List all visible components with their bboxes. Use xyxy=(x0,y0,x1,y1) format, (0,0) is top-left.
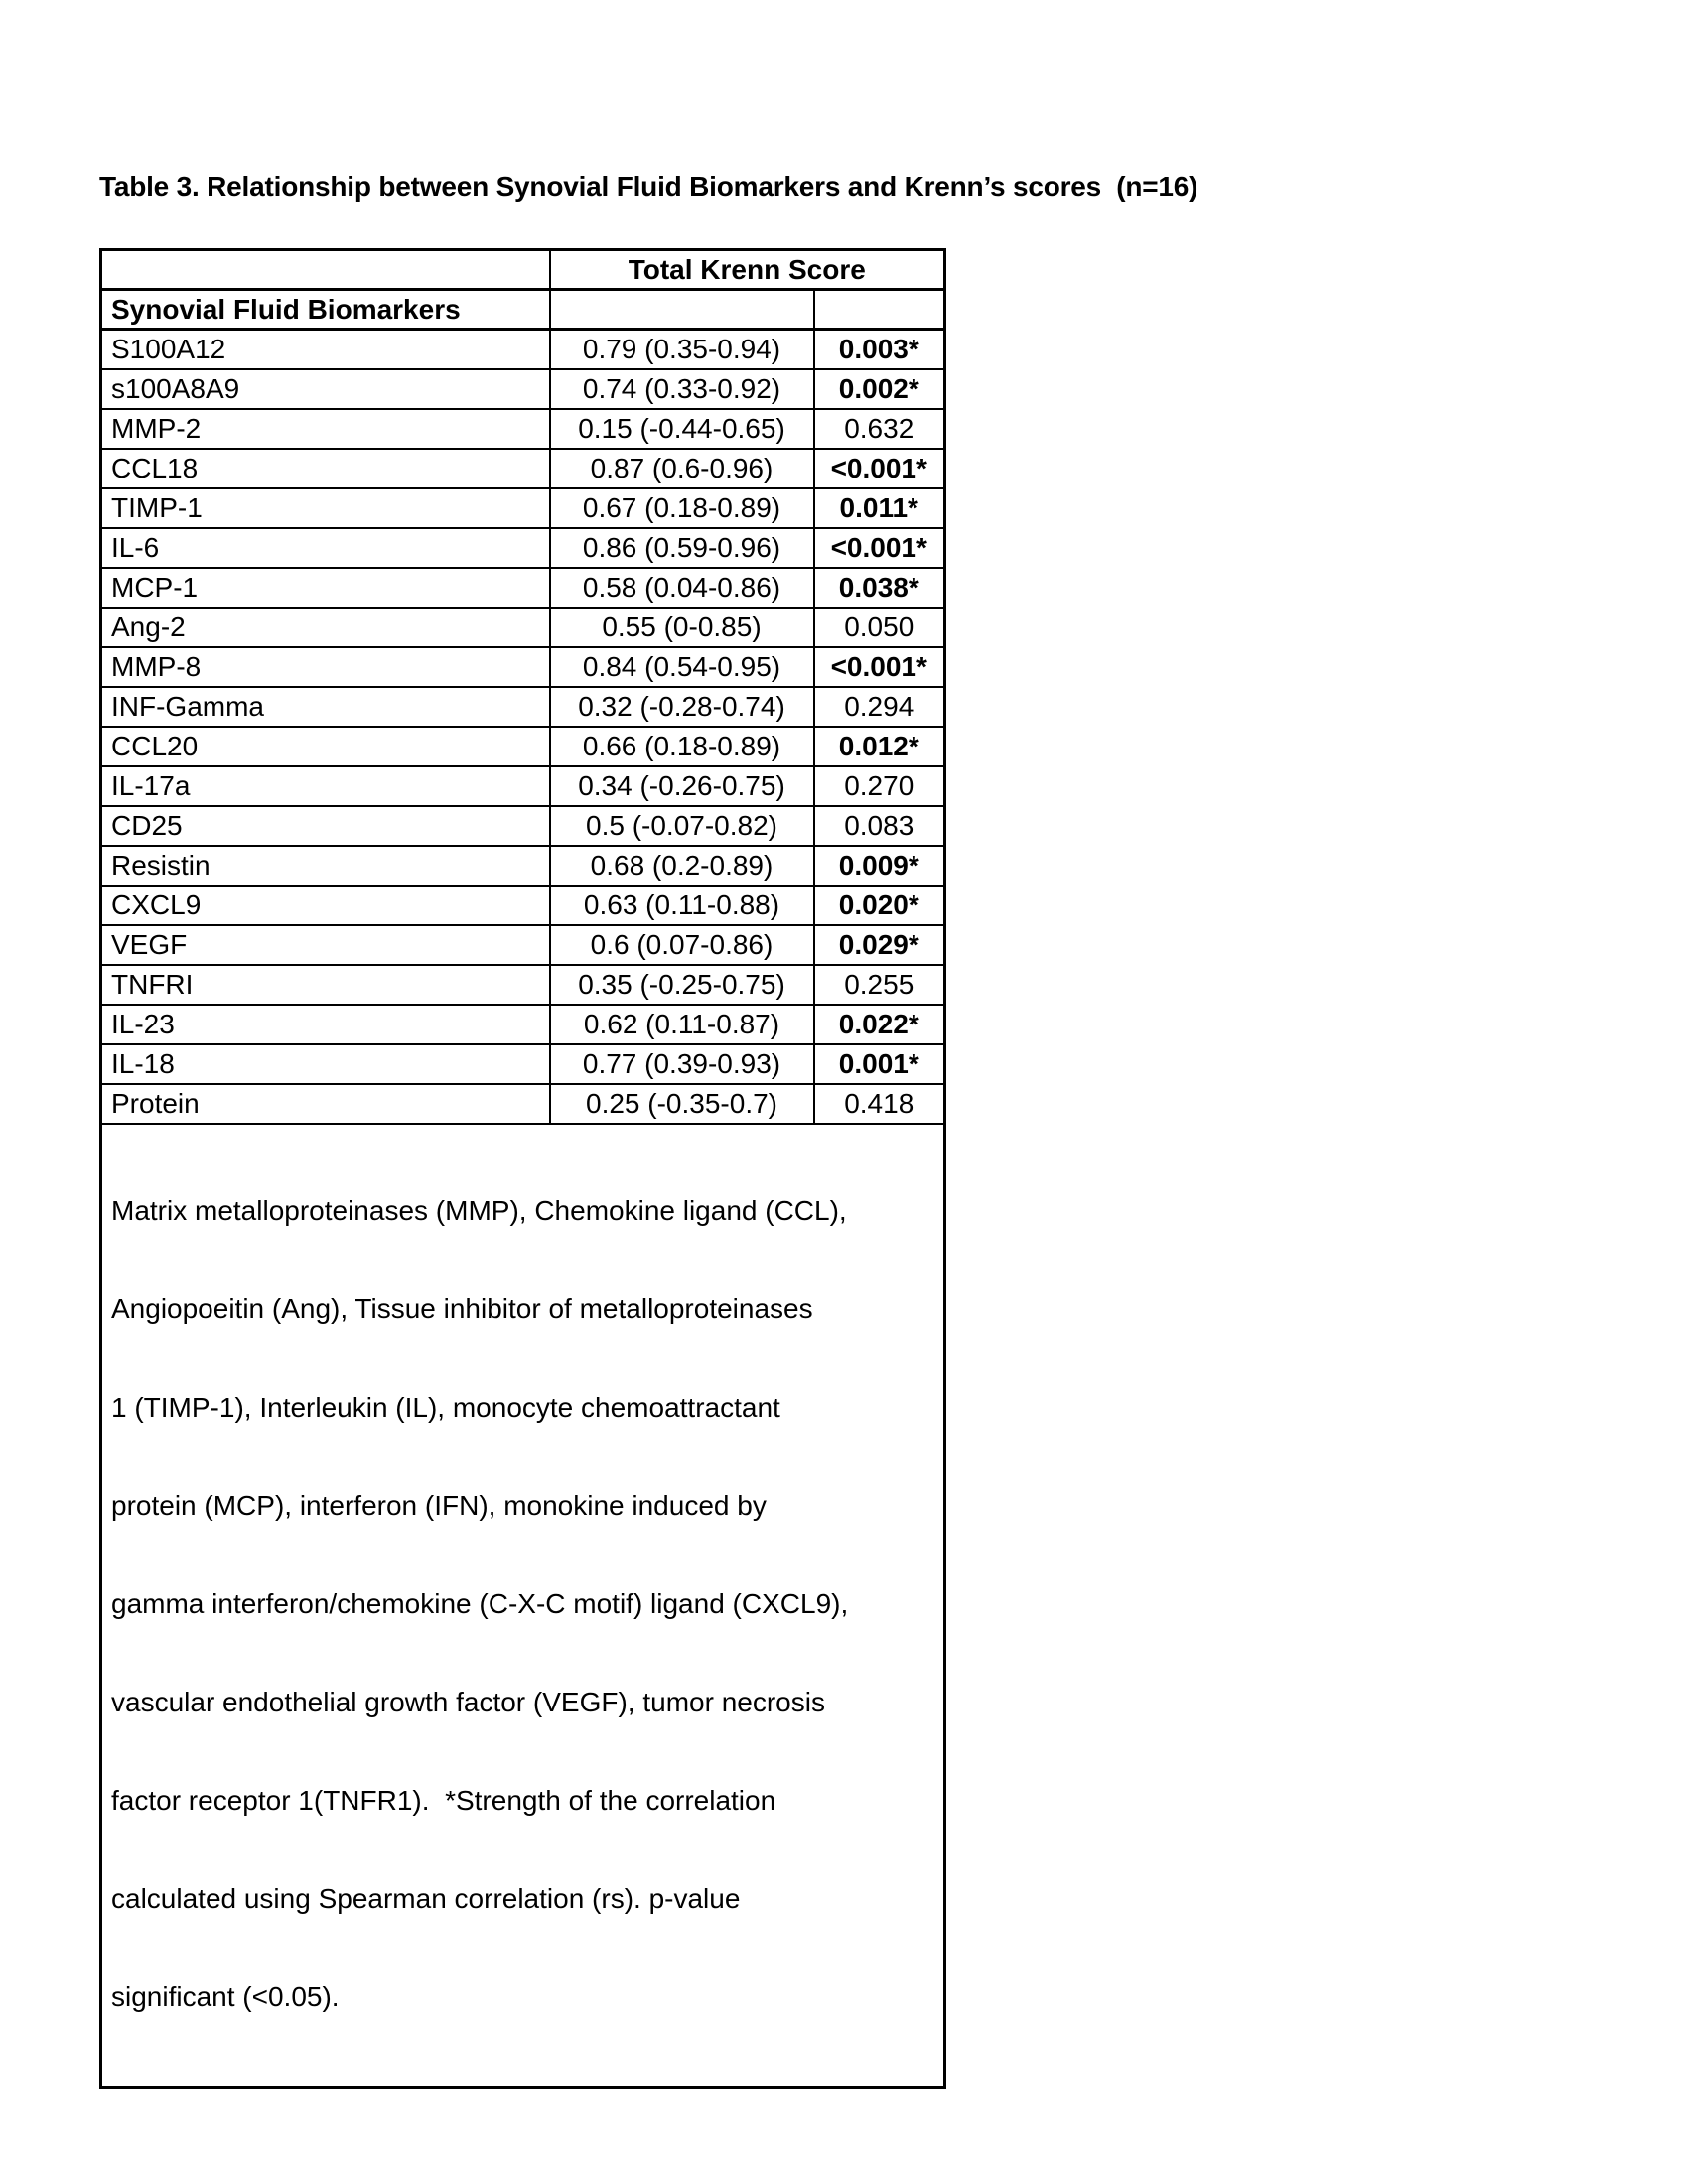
p-value-cell: 0.020* xyxy=(814,886,945,925)
biomarker-name-cell: IL-18 xyxy=(101,1044,550,1084)
table-row xyxy=(101,409,945,449)
footnote-line: 1 (TIMP-1), Interleukin (IL), monocyte chemoattractant xyxy=(111,1391,780,1423)
p-value-cell: 0.418 xyxy=(814,1084,945,1124)
p-value-cell: <0.001* xyxy=(814,449,945,488)
table-row xyxy=(101,766,945,806)
p-value-cell: 0.011* xyxy=(814,488,945,528)
p-value-cell: 0.009* xyxy=(814,846,945,886)
correlation-cell: 0.79 (0.35-0.94) xyxy=(550,330,814,369)
footnote-line: gamma interferon/chemokine (C-X-C motif) ligand (CXCL9), xyxy=(111,1587,849,1619)
biomarker-name-cell: MMP-2 xyxy=(101,409,550,449)
table-row xyxy=(101,488,945,528)
biomarker-name-cell: s100A8A9 xyxy=(101,369,550,409)
table-row xyxy=(101,886,945,925)
biomarker-name-cell: IL-6 xyxy=(101,528,550,568)
correlation-cell: 0.77 (0.39-0.93) xyxy=(550,1044,814,1084)
correlation-cell: 0.5 (-0.07-0.82) xyxy=(550,806,814,846)
footnote-line: Angiopoeitin (Ang), Tissue inhibitor of metalloproteinases xyxy=(111,1293,813,1324)
table-row xyxy=(101,528,945,568)
footnote-row xyxy=(101,1124,945,2088)
table-header-row xyxy=(101,250,945,290)
empty-cell xyxy=(550,290,814,330)
footnote-line: significant (<0.05). xyxy=(111,1980,340,2012)
correlation-cell: 0.84 (0.54-0.95) xyxy=(550,647,814,687)
correlation-cell: 0.87 (0.6-0.96) xyxy=(550,449,814,488)
table-subheader-row xyxy=(101,290,945,330)
correlation-cell: 0.63 (0.11-0.88) xyxy=(550,886,814,925)
biomarker-name-cell: CD25 xyxy=(101,806,550,846)
p-value-cell: 0.632 xyxy=(814,409,945,449)
biomarkers-table xyxy=(99,248,946,2089)
p-value-cell: 0.083 xyxy=(814,806,945,846)
correlation-cell: 0.68 (0.2-0.89) xyxy=(550,846,814,886)
footnote-line: protein (MCP), interferon (IFN), monokine induced by xyxy=(111,1489,767,1521)
correlation-cell: 0.58 (0.04-0.86) xyxy=(550,568,814,608)
biomarker-name-cell: Resistin xyxy=(101,846,550,886)
biomarker-name-cell: TNFRI xyxy=(101,965,550,1005)
correlation-cell: 0.74 (0.33-0.92) xyxy=(550,369,814,409)
biomarker-name-cell: CCL20 xyxy=(101,727,550,766)
table-row xyxy=(101,925,945,965)
correlation-cell: 0.62 (0.11-0.87) xyxy=(550,1005,814,1044)
p-value-cell: 0.050 xyxy=(814,608,945,647)
table-row xyxy=(101,449,945,488)
correlation-cell: 0.55 (0-0.85) xyxy=(550,608,814,647)
p-value-cell: 0.029* xyxy=(814,925,945,965)
table-row xyxy=(101,608,945,647)
footnote-line: vascular endothelial growth factor (VEGF), tumor necrosis xyxy=(111,1686,825,1717)
biomarker-name-cell: TIMP-1 xyxy=(101,488,550,528)
correlation-cell: 0.15 (-0.44-0.65) xyxy=(550,409,814,449)
footnote-line: calculated using Spearman correlation (rs). p-value xyxy=(111,1882,741,1914)
biomarker-name-cell: IL-17a xyxy=(101,766,550,806)
table-row xyxy=(101,369,945,409)
table-row xyxy=(101,1084,945,1124)
p-value-cell: 0.001* xyxy=(814,1044,945,1084)
biomarker-name-cell: INF-Gamma xyxy=(101,687,550,727)
biomarker-name-cell: Ang-2 xyxy=(101,608,550,647)
biomarker-name-cell: Protein xyxy=(101,1084,550,1124)
table-row xyxy=(101,846,945,886)
empty-header-cell xyxy=(101,250,550,290)
table-row xyxy=(101,330,945,369)
total-krenn-score-header: Total Krenn Score xyxy=(550,250,945,290)
table-row xyxy=(101,965,945,1005)
correlation-cell: 0.25 (-0.35-0.7) xyxy=(550,1084,814,1124)
p-value-cell: 0.038* xyxy=(814,568,945,608)
table-row xyxy=(101,1005,945,1044)
p-value-cell: 0.294 xyxy=(814,687,945,727)
table-title: Table 3. Relationship between Synovial Fluid Biomarkers and Krenn’s scores (n=16) xyxy=(99,171,1198,202)
p-value-cell: 0.003* xyxy=(814,330,945,369)
empty-cell xyxy=(814,290,945,330)
correlation-cell: 0.32 (-0.28-0.74) xyxy=(550,687,814,727)
biomarker-name-cell: IL-23 xyxy=(101,1005,550,1044)
correlation-cell: 0.67 (0.18-0.89) xyxy=(550,488,814,528)
biomarker-name-cell: VEGF xyxy=(101,925,550,965)
biomarker-name-cell: MMP-8 xyxy=(101,647,550,687)
correlation-cell: 0.66 (0.18-0.89) xyxy=(550,727,814,766)
footnote xyxy=(101,1124,945,2088)
correlation-cell: 0.35 (-0.25-0.75) xyxy=(550,965,814,1005)
table-row xyxy=(101,647,945,687)
p-value-cell: 0.270 xyxy=(814,766,945,806)
synovial-fluid-biomarkers-header: Synovial Fluid Biomarkers xyxy=(101,290,550,330)
correlation-cell: 0.86 (0.59-0.96) xyxy=(550,528,814,568)
biomarker-name-cell: CXCL9 xyxy=(101,886,550,925)
biomarker-name-cell: S100A12 xyxy=(101,330,550,369)
biomarker-name-cell: MCP-1 xyxy=(101,568,550,608)
table-row xyxy=(101,1044,945,1084)
p-value-cell: 0.022* xyxy=(814,1005,945,1044)
p-value-cell: 0.255 xyxy=(814,965,945,1005)
footnote-line: Matrix metalloproteinases (MMP), Chemokine ligand (CCL), xyxy=(111,1194,847,1226)
table-row xyxy=(101,568,945,608)
table-row xyxy=(101,687,945,727)
p-value-cell: <0.001* xyxy=(814,528,945,568)
footnote-line: factor receptor 1(TNFR1). *Strength of the correlation xyxy=(111,1784,776,1816)
correlation-cell: 0.34 (-0.26-0.75) xyxy=(550,766,814,806)
p-value-cell: 0.002* xyxy=(814,369,945,409)
correlation-cell: 0.6 (0.07-0.86) xyxy=(550,925,814,965)
biomarker-name-cell: CCL18 xyxy=(101,449,550,488)
p-value-cell: 0.012* xyxy=(814,727,945,766)
p-value-cell: <0.001* xyxy=(814,647,945,687)
table-row xyxy=(101,806,945,846)
table-row xyxy=(101,727,945,766)
